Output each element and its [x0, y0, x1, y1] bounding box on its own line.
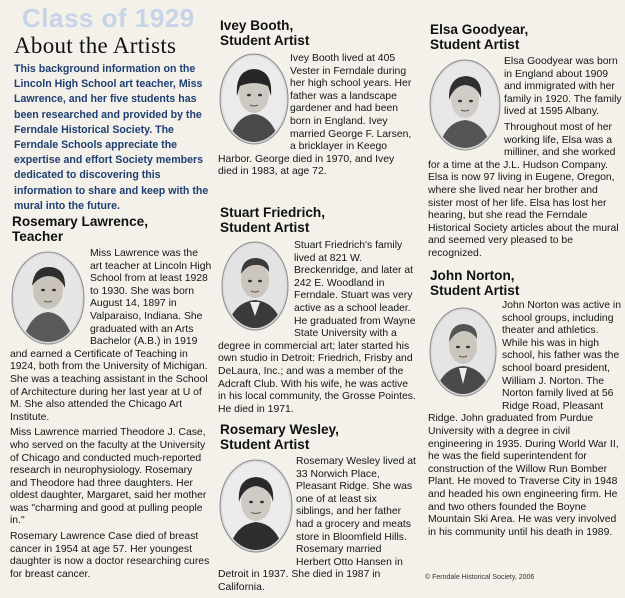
goodyear-paragraph: Throughout most of her working life, Elsa was a milliner, and she worked for a time at the J.L. Hudson Company. Elsa is now 97 living in Eugene, Oregon, where she lived near her brother and sister most of her life. Elsa has lost her hearing, but she read the Ferndale Historical Society articles about the mural and seemed very pleased to be recognized. — [428, 121, 619, 259]
norton-bio — [428, 300, 624, 542]
booth-name: Ivey Booth, — [220, 18, 294, 33]
booth-heading — [220, 18, 309, 48]
booth-bio — [218, 53, 416, 182]
friedrich-name: Stuart Friedrich, — [220, 205, 325, 220]
lawrence-paragraph: Miss Lawrence was the art teacher at Lincoln High School from at least 1928 to 1930. She was born August 14, 1897 in Valparaiso, Indiana. She graduated with an Arts Bachelor (A.B.) in 1919 and earned a Certificate of Teaching in 1924, both from the University of Michigan. She was a teaching assistant in the School of Architecture during her last year at U of M. She also attended the Chicago Art Institute. — [10, 248, 212, 423]
page-title: About the Artists — [14, 33, 177, 58]
lawrence-role: Teacher — [12, 229, 64, 244]
friedrich-bio — [218, 240, 416, 419]
norton-paragraph: John Norton was active in school groups, including theater and athletics. While his was in high school, his father was the school board president, William J. Norton. The Norton family lived at 56 Ridge Road, Pleasant Ridge. John graduated from Purdue University with a degree in civil engineering in 1935. During World War II, he was the field superintendent for construction of the Willow Run Bomber Plant. He moved to Traverse City in 1948 and headed his own engineering firm. He and two others founded the Boyne Mountain Ski Area. He was very involved in his community until his death in 1989. — [428, 300, 621, 538]
copyright-credit: © Ferndale Historical Society, 2006 — [425, 574, 535, 581]
norton-heading — [430, 268, 519, 298]
friedrich-role: Student Artist — [220, 220, 310, 235]
goodyear-role: Student Artist — [430, 37, 520, 52]
lawrence-paragraph: Miss Lawrence married Theodore J. Case, who served on the faculty at the University of Chicago and conducted much-reported research in neurophysiology. Rosemary and Theodore had three daughters. Her oldest daughter, Margaret, said her mother was "charming and good at pulling people in." — [10, 427, 207, 527]
wesley-name: Rosemary Wesley, — [220, 422, 339, 437]
intro-text: This background information on the Lincoln High School art teacher, Miss Lawrence, and her five students has been researched and provided by the Ferndale Historical Society. The Ferndale Schools appreciate the expertise and effort Society members dedicated to discovering this information to share and keep with the mural into the future. — [14, 63, 209, 212]
goodyear-name: Elsa Goodyear, — [430, 22, 529, 37]
wesley-role: Student Artist — [220, 437, 310, 452]
wesley-heading — [220, 422, 339, 452]
friedrich-paragraph: Stuart Friedrich's family lived at 821 W. Breckenridge, and later at 242 E. Woodland in Ferndale. Stuart was very active as a school leader. He graduated from Wayne State University with a degree in commercial art; later started his own studio in Detroit: Friedrich, Frisby and DeLaura, Inc.; and was a member of the Adcraft Club. With his wife, he was active in his local community, the Grosse Pointes. He died in 1971. — [218, 240, 416, 415]
lawrence-bio — [10, 248, 212, 584]
goodyear-bio — [428, 56, 624, 264]
norton-role: Student Artist — [430, 283, 520, 298]
friedrich-heading — [220, 205, 325, 235]
wesley-paragraph: Rosemary Wesley lived at 33 Norwich Place, Pleasant Ridge. She was one of at least six siblings, and her father had a grocery and meats store in Bloomfield Hills. Rosemary married Herbert Otto Hansen in Detroit in 1937. She died in 1987 in California. — [218, 456, 416, 593]
norton-name: John Norton, — [430, 268, 515, 283]
goodyear-heading — [430, 22, 528, 52]
lawrence-heading — [12, 214, 148, 244]
lawrence-paragraph: Rosemary Lawrence Case died of breast cancer in 1954 at age 57. Her youngest daughter is now a doctor researching cures for breast cancer. — [10, 531, 210, 580]
goodyear-paragraph: Elsa Goodyear was born in England about 1909 and immigrated with her family in 1920. The family lived at 1595 Albany. — [504, 56, 622, 118]
lawrence-name: Rosemary Lawrence, — [12, 214, 149, 229]
wesley-bio — [218, 456, 416, 598]
booth-paragraph: Ivey Booth lived at 405 Vester in Ferndale during her high school years. Her father was a landscape gardener and had been born in England. Ivey married George F. Larsen, a bricklayer in Keego Harbor. George died in 1970, and Ivey died in 1983, at age 72. — [218, 53, 412, 178]
ghost-title: Class of 1929 — [22, 3, 195, 33]
booth-role: Student Artist — [220, 33, 310, 48]
